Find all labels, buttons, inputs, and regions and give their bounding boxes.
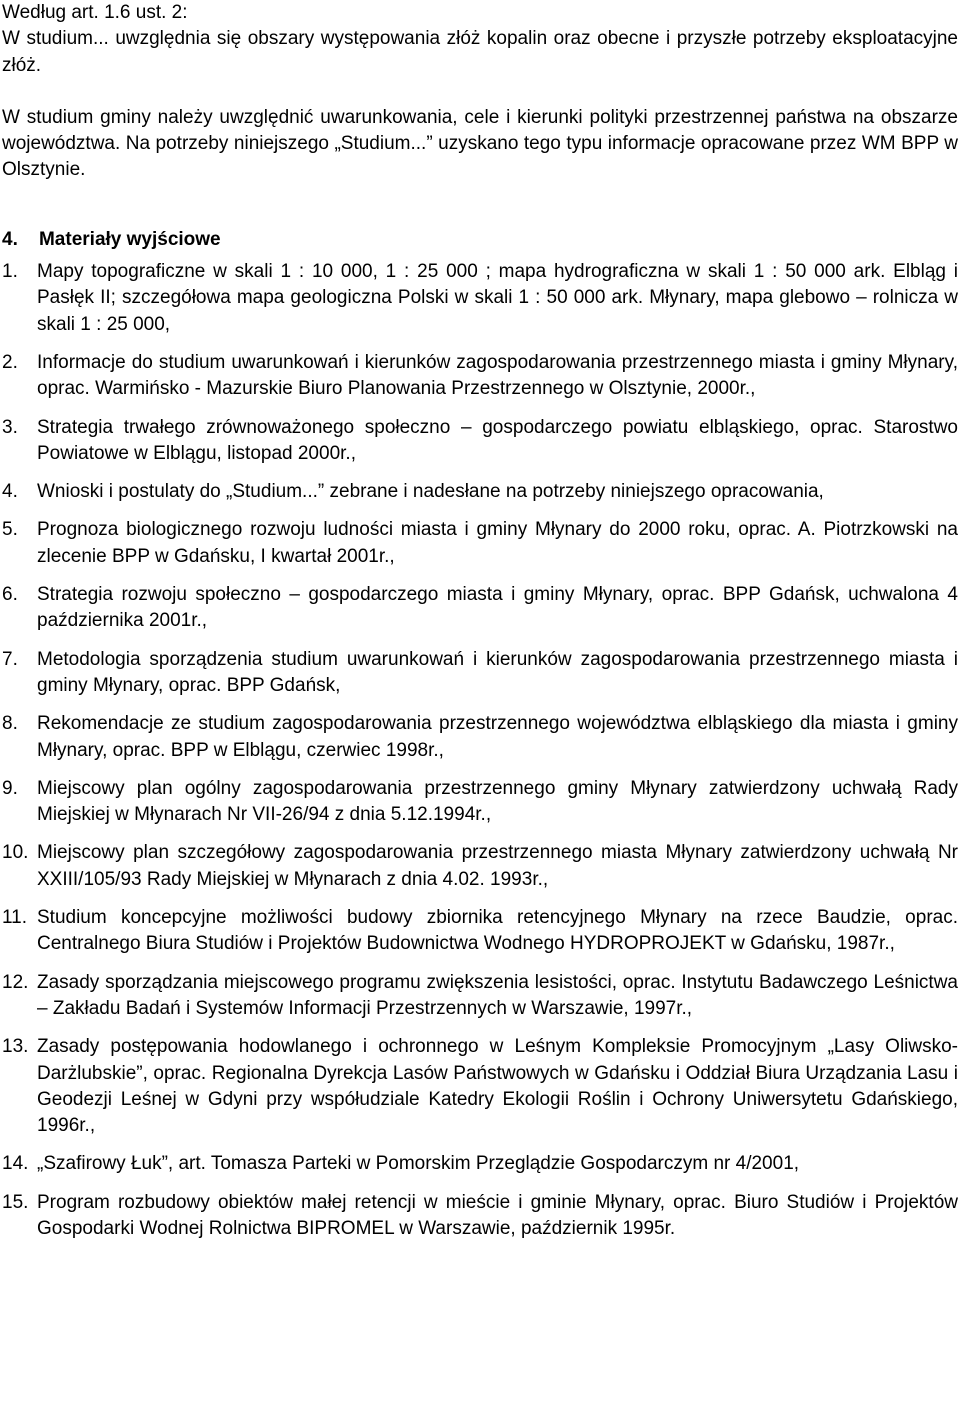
list-item-text: Wnioski i postulaty do „Studium...” zebrane i nadesłane na potrzeby niniejszego opracowania, (37, 481, 824, 503)
section-title: Materiały wyjściowe (38, 228, 221, 250)
list-item-text: Strategia trwałego zrównoważonego społeczno – gospodarczego powiatu elbląskiego, oprac. Starostwo Powiatowe w Elblągu, listopad 2000r., (37, 416, 958, 464)
list-item-number: 13. (2, 1036, 29, 1058)
list-item-text: Mapy topograficzne w skali 1 : 10 000, 1 : 25 000 ; mapa hydrograficzna w skali 1 : 50 000 ark. Elbląg i Pasłęk II; szczegółowa mapa geologiczna Polski w skali 1 : 50 000 ark. Młynary, mapa glebowo – rolnicza w skali 1 : 25 000, (37, 261, 958, 335)
list-item-text: Miejscowy plan ogólny zagospodarowania przestrzennego gminy Młynary zatwierdzony uchwałą Rady Miejskiej w Młynarach Nr VII-26/94 z dnia 5.12.1994r., (37, 777, 958, 826)
section-number: 4. (2, 228, 18, 250)
list-item (2, 259, 958, 338)
list-item-number: 10. (2, 842, 29, 864)
list-item-number: 4. (2, 481, 18, 503)
list-item-text: „Szafirowy Łuk”, art. Tomasza Parteki w Pomorskim Przeglądzie Gospodarczym nr 4/2001, (37, 1153, 800, 1175)
list-item-number: 1. (2, 261, 18, 283)
list-item-text: Zasady postępowania hodowlanego i ochronnego w Leśnym Kompleksie Promocyjnym „Lasy Oliwsko-Darżlubskie”, oprac. Regionalna Dyrekcja Lasów Państwowych w Gdańsku i Oddział Biura Urządzania Lasu i Geodezji Leśnej w Gdyni przy współudziale Katedry Ekologii Roślin i Ochrony Uniwersytetu Gdańskiego, 1996r., (37, 1036, 958, 1137)
list-item (2, 905, 958, 958)
list-item-text: Strategia rozwoju społeczno – gospodarczego miasta i gminy Młynary, oprac. BPP Gdańsk, uchwalona 4 października 2001r., (37, 584, 958, 632)
list-item-text: Program rozbudowy obiektów małej retencji w mieście i gminie Młynary, oprac. Biuro Studiów i Projektów Gospodarki Wodnej Rolnictwa BIPROMEL w Warszawie, październik 1995r. (37, 1191, 958, 1239)
list-item-number: 9. (2, 777, 18, 799)
list-item-text: Studium koncepcyjne możliwości budowy zbiornika retencyjnego Młynary na rzece Baudzie, oprac. Centralnego Biura Studiów i Projektów Budownictwa Wodnego HYDROPROJEKT w Gdańsku, 1987r., (37, 907, 958, 955)
list-item-number: 15. (2, 1191, 29, 1213)
list-item-text: Prognoza biologicznego rozwoju ludności miasta i gminy Młynary do 2000 roku, oprac. A. Piotrzkowski na zlecenie BPP w Gdańsku, I kwartał 2001r., (37, 519, 958, 567)
list-item (2, 517, 958, 570)
section-heading (2, 227, 958, 253)
list-item-number: 8. (2, 713, 18, 735)
list-item (2, 711, 958, 764)
list-item-text: Rekomendacje ze studium zagospodarowania przestrzennego województwa elbląskiego dla miasta i gminy Młynary, oprac. BPP w Elblągu, czerwiec 1998r., (37, 713, 958, 761)
intro-paragraph-deposits: W studium... uwzględnia się obszary występowania złóż kopalin oraz obecne i przyszłe potrzeby eksploatacyjne złóż. (2, 28, 958, 76)
list-item-number: 5. (2, 519, 18, 541)
list-item-number: 3. (2, 416, 18, 438)
list-item-text: Informacje do studium uwarunkowań i kierunków zagospodarowania przestrzennego miasta i gminy Młynary, oprac. Warmińsko - Mazurskie Biuro Planowania Przestrzennego w Olsztynie, 2000r., (37, 351, 958, 400)
list-item (2, 1190, 958, 1243)
list-item (2, 970, 958, 1023)
list-item-text: Zasady sporządzania miejscowego programu zwiększenia lesistości, oprac. Instytutu Badawczego Leśnictwa – Zakładu Badań i Systemów Informacji Przestrzennych w Warszawie, 1997r., (37, 971, 958, 1019)
list-item (2, 479, 958, 505)
intro-paragraph-policy: W studium gminy należy uwzględnić uwarunkowania, cele i kierunki polityki przestrzennej państwa na obszarze województwa. Na potrzeby niniejszego „Studium...” uzyskano tego typu informacje opracowane przez WM BPP w Olsztynie. (2, 106, 958, 181)
list-item-number: 11. (2, 907, 28, 929)
list-item-number: 14. (2, 1153, 29, 1175)
intro-line: Według art. 1.6 ust. 2: (2, 2, 188, 23)
list-item (2, 840, 958, 893)
list-item (2, 350, 958, 403)
list-item (2, 415, 958, 468)
list-item-text: Metodologia sporządzenia studium uwarunkowań i kierunków zagospodarowania przestrzennego miasta i gminy Młynary, oprac. BPP Gdańsk, (37, 648, 958, 696)
list-item (2, 1151, 958, 1177)
document-page (2, 0, 958, 1242)
list-item (2, 776, 958, 829)
list-item-number: 12. (2, 971, 29, 993)
list-item-number: 2. (2, 351, 18, 373)
list-item (2, 582, 958, 635)
list-item (2, 1034, 958, 1139)
list-item-number: 6. (2, 584, 18, 606)
reference-list (2, 259, 958, 1242)
list-item-number: 7. (2, 648, 18, 670)
list-item-text: Miejscowy plan szczegółowy zagospodarowania przestrzennego miasta Młynary zatwierdzony uchwałą Nr XXIII/105/93 Rady Miejskiej w Młynarach z dnia 4.02. 1993r., (37, 842, 958, 890)
list-item (2, 647, 958, 700)
